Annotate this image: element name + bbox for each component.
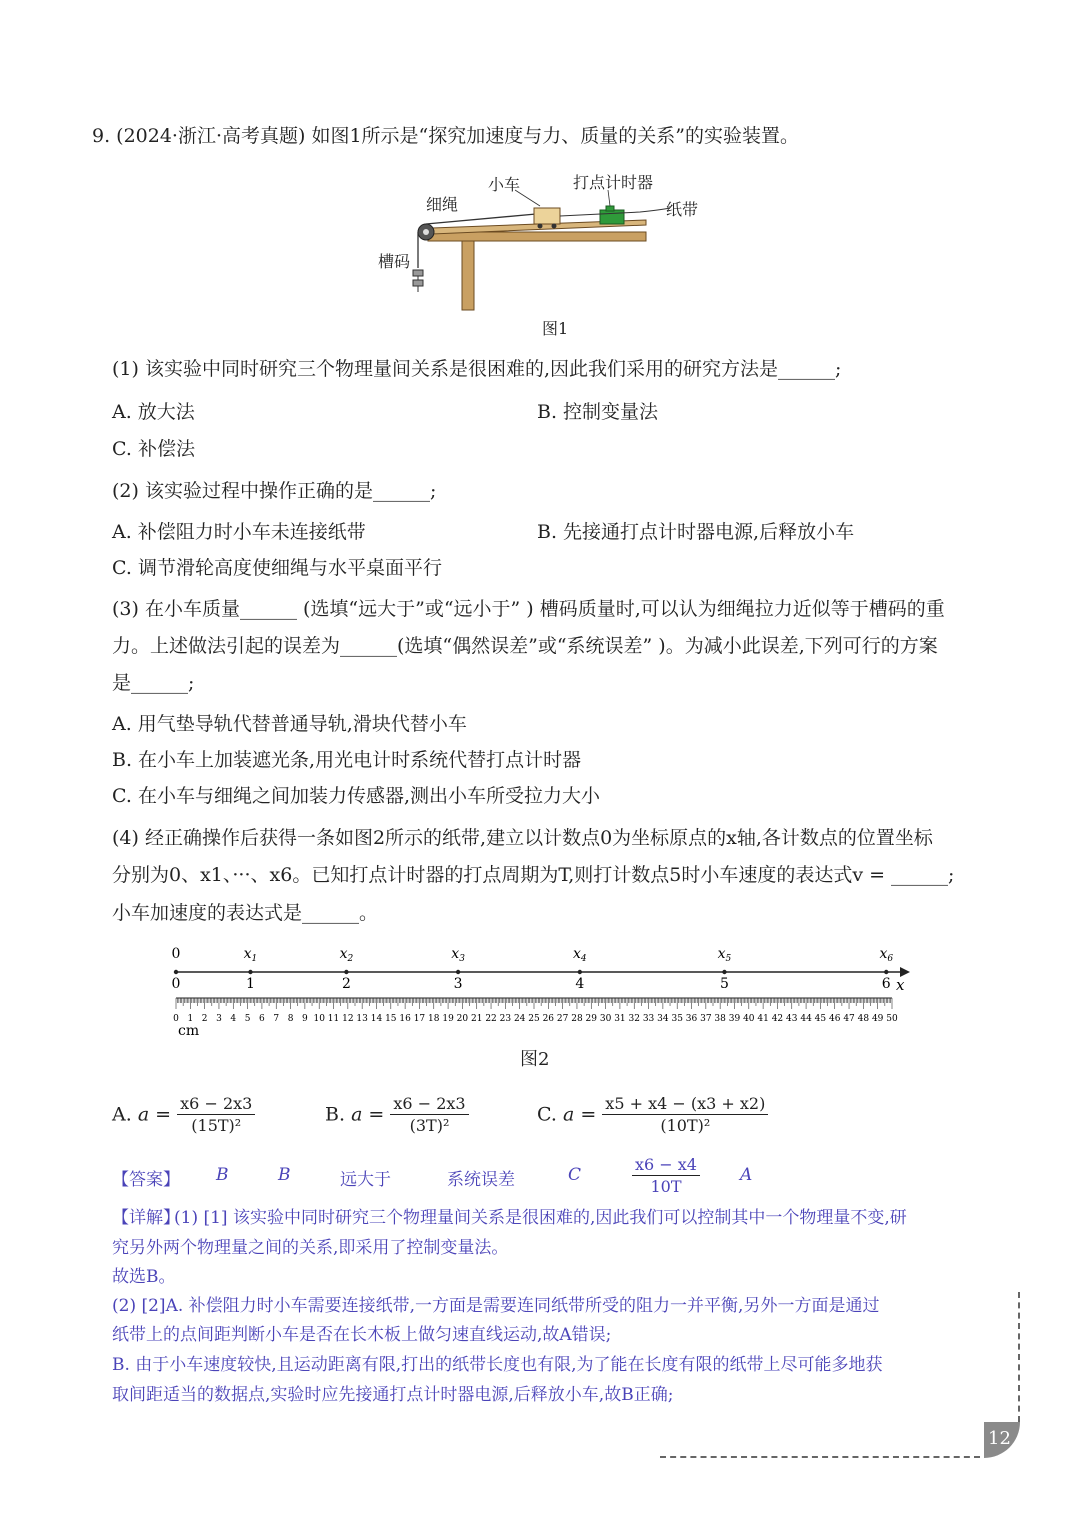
ruler-label-5: 5 xyxy=(244,1014,251,1024)
figure1-caption: 图1 xyxy=(542,319,569,338)
ruler-label-29: 29 xyxy=(585,1014,598,1024)
answer-6-denominator: 10T xyxy=(650,1177,682,1196)
detail-line-6: B. 由于小车速度较快,且运动距离有限,打出的纸带长度也有限,为了能在长度有限的纸带上尽可能多地获 xyxy=(112,1355,883,1375)
ruler-label-23: 23 xyxy=(499,1014,512,1024)
ruler-label-7: 7 xyxy=(273,1014,280,1024)
detail-line-5: 纸带上的点间距判断小车是否在长木板上做匀速直线运动,故A错误; xyxy=(112,1325,612,1345)
choice-b-label: B. xyxy=(325,1103,346,1126)
ruler-label-16: 16 xyxy=(399,1014,411,1024)
figure2-ruler xyxy=(160,940,920,1040)
count-point-1 xyxy=(248,970,252,974)
answer-6-fraction xyxy=(632,1155,700,1198)
axis-number-5: 5 xyxy=(719,976,729,992)
label-weight: 槽码 xyxy=(378,252,411,271)
ruler-label-27: 27 xyxy=(556,1014,569,1024)
ruler-label-36: 36 xyxy=(685,1014,698,1024)
part4-line3: 小车加速度的表达式是______。 xyxy=(112,902,379,924)
answer-3: 远大于 xyxy=(340,1170,391,1190)
axis-number-1: 1 xyxy=(246,976,255,992)
ruler-label-44: 44 xyxy=(800,1014,812,1024)
part1-option-c: C. 补偿法 xyxy=(112,438,195,460)
ruler-label-18: 18 xyxy=(428,1014,440,1024)
part2-option-c: C. 调节滑轮高度使细绳与水平桌面平行 xyxy=(112,557,442,579)
ruler-label-41: 41 xyxy=(757,1014,769,1024)
point-label-4: $x_4$ xyxy=(573,946,587,964)
axis-number-0: 0 xyxy=(171,976,181,992)
ruler-label-1: 1 xyxy=(187,1014,194,1024)
choice-a-numerator: x6 − 2x3 xyxy=(177,1094,255,1115)
part3-option-c: C. 在小车与细绳之间加装力传感器,测出小车所受拉力大小 xyxy=(112,785,600,807)
choice-b-fraction xyxy=(390,1094,468,1137)
axis-number-3: 3 xyxy=(453,976,463,992)
choice-b-lhs: a = xyxy=(351,1103,385,1126)
point-label-3: $x_3$ xyxy=(451,946,465,964)
ruler-label-8: 8 xyxy=(287,1014,294,1024)
ruler-label-32: 32 xyxy=(628,1014,640,1024)
part4-line1: (4) 经正确操作后获得一条如图2所示的纸带,建立以计数点0为坐标原点的x轴,各计数点的位置坐标 xyxy=(112,827,933,849)
ruler-label-14: 14 xyxy=(370,1014,383,1024)
ruler-label-15: 15 xyxy=(385,1014,397,1024)
x-axis-var: x xyxy=(896,976,905,994)
ruler-label-26: 26 xyxy=(542,1014,555,1024)
ruler-label-46: 46 xyxy=(828,1014,841,1024)
answer-6-numerator: x6 − x4 xyxy=(632,1155,700,1176)
figure2-caption: 图2 xyxy=(520,1049,550,1070)
choice-c-denominator: (10T)² xyxy=(660,1116,711,1135)
point-label-5: $x_5$ xyxy=(717,946,732,964)
part1-option-a: A. 放大法 xyxy=(112,401,195,423)
part3-line1: (3) 在小车质量______ (选填“远大于”或“远小于” ) 槽码质量时,可以认为细绳拉力近似等于槽码的重 xyxy=(112,598,945,620)
count-point-3 xyxy=(456,970,460,974)
label-timer: 打点计时器 xyxy=(573,173,654,192)
part2-text: (2) 该实验过程中操作正确的是______; xyxy=(112,480,437,502)
point-label-6: $x_6$ xyxy=(879,946,894,964)
ruler-label-35: 35 xyxy=(671,1014,683,1024)
ruler-label-34: 34 xyxy=(657,1014,669,1024)
ruler-label-45: 45 xyxy=(814,1014,827,1024)
choice-b xyxy=(325,1094,469,1137)
ruler-label-9: 9 xyxy=(302,1014,308,1024)
count-point-2 xyxy=(344,970,348,974)
part3-option-a: A. 用气垫导轨代替普通导轨,滑块代替小车 xyxy=(112,713,467,735)
choice-c xyxy=(537,1094,768,1137)
ruler-label-21: 21 xyxy=(470,1014,483,1024)
detail-line-2: 究另外两个物理量之间的关系,即采用了控制变量法。 xyxy=(112,1238,509,1258)
choice-a xyxy=(112,1094,255,1137)
axis-number-6: 6 xyxy=(881,976,891,992)
detail-line-7: 取间距适当的数据点,实验时应先接通打点计时器电源,后释放小车,故B正确; xyxy=(112,1385,674,1405)
answer-5: C xyxy=(568,1165,582,1185)
part3-line2: 力。上述做法引起的误差为______(选填“偶然误差”或“系统误差” )。为减小此误差,下列可行的方案 xyxy=(112,635,938,657)
ruler-label-40: 40 xyxy=(743,1014,755,1024)
answer-1: B xyxy=(216,1165,229,1185)
part3-option-b: B. 在小车上加装遮光条,用光电计时系统代替打点计时器 xyxy=(112,749,582,771)
ruler-label-19: 19 xyxy=(442,1014,454,1024)
detail-line-4: (2) [2]A. 补偿阻力时小车需要连接纸带,一方面是需要连同纸带所受的阻力一并平衡,另外一方面是通过 xyxy=(112,1296,880,1316)
answer-4: 系统误差 xyxy=(447,1170,515,1190)
part1-option-b: B. 控制变量法 xyxy=(537,401,659,423)
count-point-5 xyxy=(722,970,726,974)
ruler-label-38: 38 xyxy=(714,1014,726,1024)
part1-text: (1) 该实验中同时研究三个物理量间关系是很困难的,因此我们采用的研究方法是______; xyxy=(112,358,842,380)
answer-2: B xyxy=(278,1165,291,1185)
label-tape: 纸带 xyxy=(666,200,699,219)
ruler-label-31: 31 xyxy=(614,1014,626,1024)
detail-line-1: (1) [1] 该实验中同时研究三个物理量间关系是很困难的,因此我们可以控制其中一个物理量不变,研 xyxy=(174,1208,907,1228)
figure1-apparatus xyxy=(370,168,710,316)
answer-label: 【答案】 xyxy=(112,1170,180,1190)
detail-label: 【详解】 xyxy=(112,1208,180,1228)
ruler-label-50: 50 xyxy=(886,1014,898,1024)
ruler-label-10: 10 xyxy=(313,1014,325,1024)
axis-number-2: 2 xyxy=(341,976,351,992)
choice-a-fraction xyxy=(177,1094,255,1137)
bottom-dashed-border xyxy=(660,1456,980,1458)
choice-c-fraction xyxy=(602,1094,768,1137)
choice-a-denominator: (15T)² xyxy=(191,1116,242,1135)
page-number: 12 xyxy=(988,1428,1011,1449)
choice-b-denominator: (3T)² xyxy=(409,1116,450,1135)
choice-c-numerator: x5 + x4 − (x3 + x2) xyxy=(602,1094,768,1115)
choice-c-lhs: a = xyxy=(562,1103,597,1126)
ruler-label-47: 47 xyxy=(843,1014,855,1024)
ruler-label-30: 30 xyxy=(599,1014,612,1024)
ruler-label-12: 12 xyxy=(342,1014,354,1024)
ruler-label-33: 33 xyxy=(642,1014,655,1024)
right-dashed-border xyxy=(1018,1292,1020,1422)
point-label-1: $x_1$ xyxy=(243,946,258,964)
axis-number-4: 4 xyxy=(575,976,585,992)
ruler-label-28: 28 xyxy=(571,1014,583,1024)
ruler-label-24: 24 xyxy=(513,1014,526,1024)
ruler-label-39: 39 xyxy=(728,1014,741,1024)
part2-option-b: B. 先接通打点计时器电源,后释放小车 xyxy=(537,521,855,543)
ruler-label-6: 6 xyxy=(259,1014,265,1024)
ruler-label-2: 2 xyxy=(201,1014,208,1024)
question-stem: 9. (2024·浙江·高考真题) 如图1所示是“探究加速度与力、质量的关系”的实验装置。 xyxy=(92,125,799,147)
ruler-label-42: 42 xyxy=(771,1014,784,1024)
ruler-label-4: 4 xyxy=(230,1014,237,1024)
point-label-0: 0 xyxy=(171,946,181,962)
ruler-label-22: 22 xyxy=(485,1014,497,1024)
part3-line3: 是______; xyxy=(112,672,195,694)
ruler-label-3: 3 xyxy=(216,1014,222,1024)
point-label-2: $x_2$ xyxy=(339,946,354,964)
detail-line-3: 故选B。 xyxy=(112,1267,176,1287)
label-rope: 细绳 xyxy=(426,195,459,214)
answer-7: A xyxy=(740,1165,753,1185)
ruler-label-25: 25 xyxy=(528,1014,540,1024)
choice-a-label: A. xyxy=(112,1103,132,1126)
count-point-0 xyxy=(174,970,178,974)
part4-line2: 分别为0、x1、···、x6。已知打点计时器的打点周期为T,则打计数点5时小车速度的表达式v = ______; xyxy=(112,864,955,886)
ruler-label-0: 0 xyxy=(173,1014,179,1024)
ruler-label-48: 48 xyxy=(857,1014,870,1024)
part2-option-a: A. 补偿阻力时小车未连接纸带 xyxy=(112,521,366,543)
ruler-label-43: 43 xyxy=(786,1014,798,1024)
ruler-label-11: 11 xyxy=(327,1014,340,1024)
ruler-label-13: 13 xyxy=(356,1014,368,1024)
choice-a-lhs: a = xyxy=(137,1103,172,1126)
count-point-6 xyxy=(884,970,888,974)
ruler-label-20: 20 xyxy=(456,1014,469,1024)
ruler-label-49: 49 xyxy=(871,1014,884,1024)
label-cart: 小车 xyxy=(488,175,521,194)
choice-c-label: C. xyxy=(537,1103,557,1126)
ruler-label-17: 17 xyxy=(413,1014,426,1024)
choice-b-numerator: x6 − 2x3 xyxy=(390,1094,468,1115)
ruler-unit: cm xyxy=(178,1023,200,1039)
ruler-label-37: 37 xyxy=(700,1014,712,1024)
count-point-4 xyxy=(578,970,582,974)
